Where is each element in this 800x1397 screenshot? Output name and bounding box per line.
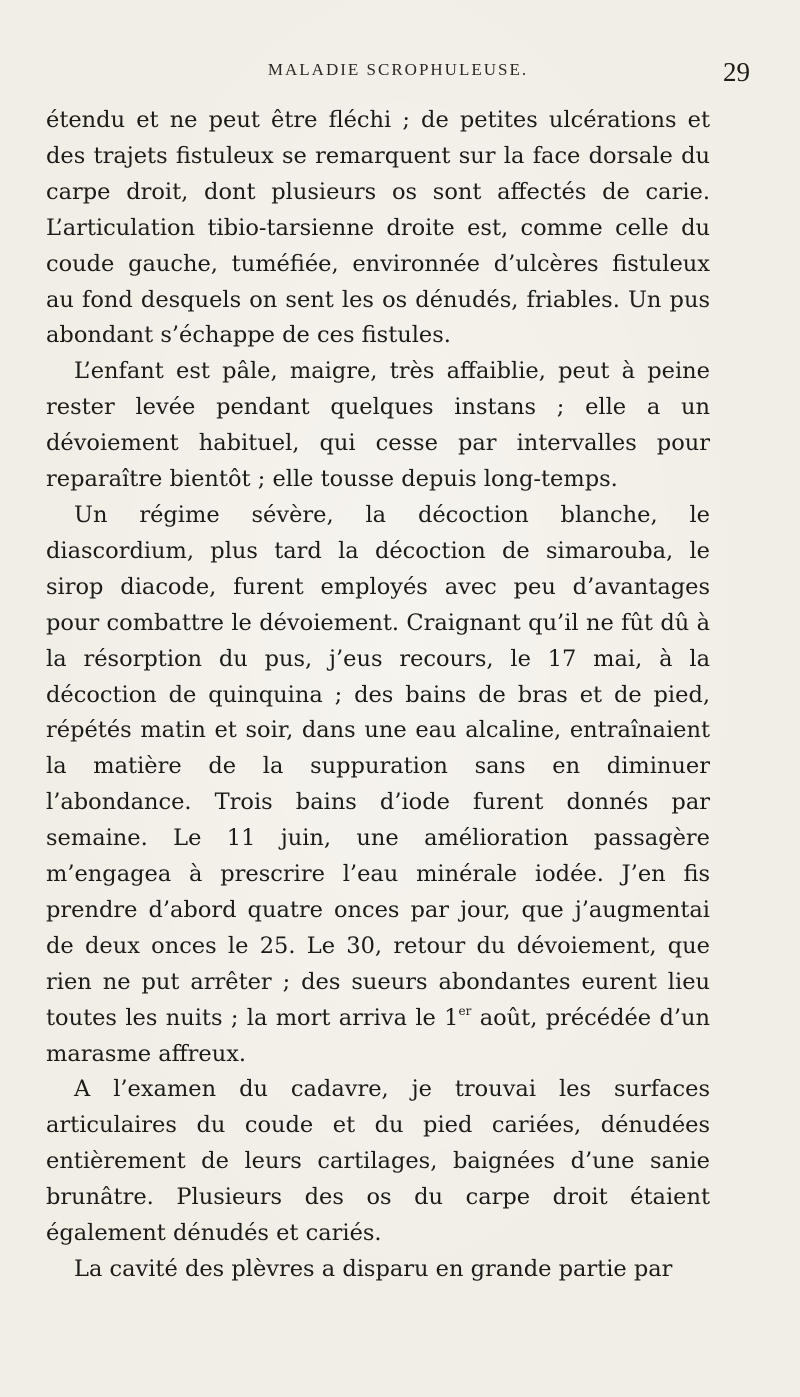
page-number: 29: [723, 57, 750, 87]
paragraph-plevres: [46, 1252, 710, 1288]
paragraph-text: étendu et ne peut être fléchi ; de petites ulcérations et des trajets fistuleux se remarquent sur la face dorsale du carpe droit, dont plusieurs os sont affectés de carie. L’articulation tibio-tarsienne droite est, comme celle du coude gauche, tuméfiée, environnée d’ulcères fistuleux au fond desquels on sent les os dénudés, friables. Un pus abondant s’échappe de ces fistules.: [46, 107, 710, 349]
paragraph-text: La cavité des plèvres a disparu en grande partie par: [74, 1256, 673, 1282]
paragraph-text: Un régime sévère, la décoction blanche, le diascordium, plus tard la décoction de simarouba, le sirop diacode, furent employés avec peu d’avantages pour combattre le dévoiement. Craignant qu’il ne fût dû à la résorption du pus, j’eus recours, le 17 mai, à la décoction de quinquina ; des bains de bras et de pied, répétés matin et soir, dans une eau alcaline, entraînaient la matière de la suppuration sans en diminuer l’abondance. Trois bains d’iode furent donnés par semaine. Le 11 juin, une amélioration passagère m’engagea à prescrire l’eau minérale iodée. J’en fis prendre d’abord quatre onces par jour, que j’augmentai de deux onces le 25. Le 30, retour du dévoiement, que rien ne put arrêter ; des sueurs abondantes eurent lieu toutes les nuits ; la mort arriva le 1: [46, 501, 710, 1031]
body-text: [46, 103, 710, 1288]
paragraph-continuation: [46, 103, 710, 354]
paragraph-cadavre: [46, 1072, 710, 1252]
paragraph-regime: [46, 498, 710, 1073]
superscript-er: er: [458, 1003, 472, 1018]
paragraph-enfant: [46, 354, 710, 498]
paragraph-text: L’enfant est pâle, maigre, très affaiblie, peut à peine rester levée pendant quelques instans ; elle a un dévoiement habituel, qui cesse par intervalles pour reparaître bientôt ; elle tousse depuis long-temps.: [46, 358, 710, 493]
paragraph-text: A l’examen du cadavre, je trouvai les surfaces articulaires du coude et du pied cariées, dénudées entièrement de leurs cartilages, baignées d’une sanie brunâtre. Plusieurs des os du carpe droit étaient également dénudés et cariés.: [46, 1076, 710, 1247]
paragraph-text-end: août, précédée d’un marasme affreux.: [46, 1004, 710, 1067]
running-title: MALADIE SCROPHULEUSE.: [267, 60, 529, 79]
page-header: [46, 57, 750, 96]
